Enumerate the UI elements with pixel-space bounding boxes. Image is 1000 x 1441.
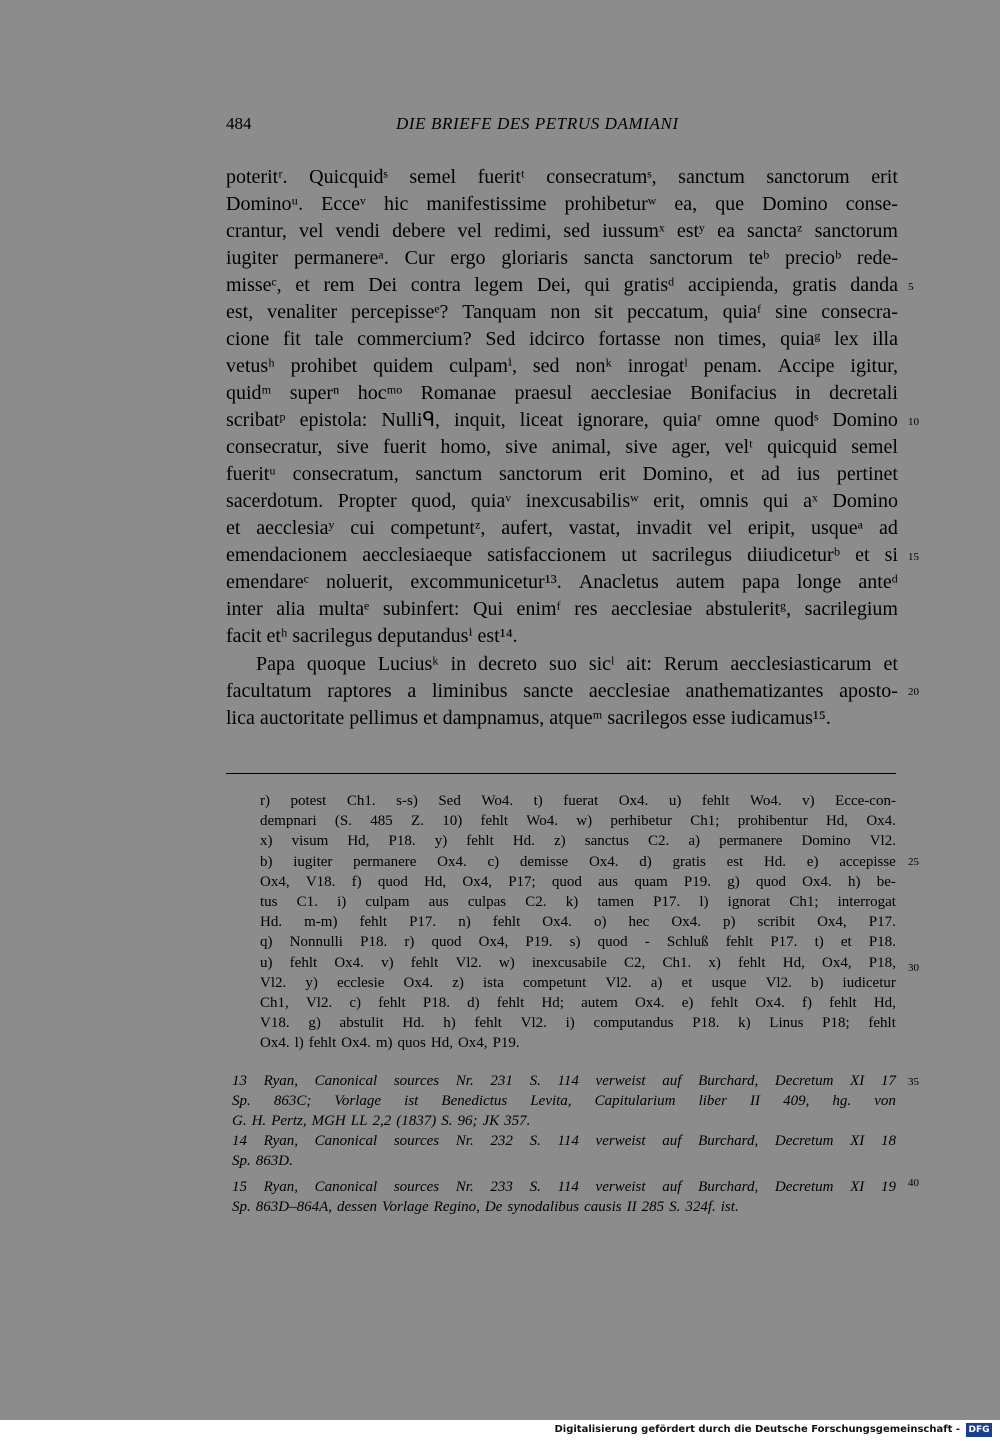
apparatus-line: Ox4, V18. f) quod Hd, Ox4, P17; quod aus quam P19. g) quod Ox4. h) be-: [260, 873, 896, 890]
running-title: DIE BRIEFE DES PETRUS DAMIANI: [396, 114, 679, 133]
text-line: lica auctoritate pellimus et dampnamus, atqueᵐ sacrilegos esse iudicamus¹⁵.: [226, 707, 831, 729]
apparatus-line: Ch1, Vl2. c) fehlt P18. d) fehlt Hd; autem Ox4. e) fehlt Ox4. f) fehlt Hd,: [260, 995, 896, 1011]
line-number: 10: [908, 416, 919, 428]
text-line: emendareᶜ noluerit, excommunicetur¹³. Anacletus autem papa longe anteᵈ: [226, 571, 898, 593]
apparatus-line: V18. g) abstulit Hd. h) fehlt Vl2. i) computandus P18. k) Linus P18; fehlt: [260, 1015, 896, 1032]
footnote-line: Sp. 863D.: [232, 1153, 293, 1169]
apparatus-line: b) iugiter permanere Ox4. c) demisse Ox4. d) gratis est Hd. e) accepisse: [260, 853, 896, 870]
apparatus-line: Ox4. l) fehlt Ox4. m) quos Hd, Ox4, P19.: [260, 1035, 520, 1052]
apparatus-line: u) fehlt Ox4. v) fehlt Vl2. w) inexcusabile C2, Ch1. x) fehlt Hd, Ox4, P18,: [260, 954, 896, 971]
footnote-line: 13 Ryan, Canonical sources Nr. 231 S. 114 verweist auf Burchard, Decretum XI 17: [232, 1073, 896, 1089]
text-line: vetusʰ prohibet quidem culpamⁱ, sed nonᵏ inrogatˡ penam. Accipe igitur,: [226, 355, 898, 377]
text-line: facit etʰ sacrilegus deputandusⁱ est¹⁴.: [226, 625, 518, 647]
footnote-rule: [226, 773, 896, 774]
text-line: quidᵐ superⁿ hocᵐᵒ Romanae praesul aecclesiae Bonifacius in decretali: [226, 382, 898, 404]
line-number: 20: [908, 686, 919, 698]
apparatus-line: q) Nonnulli P18. r) quod Ox4, P19. s) quod - Schluß fehlt P17. t) et P18.: [260, 934, 896, 951]
apparatus-line: Vl2. y) ecclesie Ox4. z) ista competunt Vl2. a) et usque Vl2. b) iudicetur: [260, 974, 896, 991]
text-line: consecratur, sive fuerit homo, sive animal, sive ager, velᵗ quicquid semel: [226, 436, 898, 458]
text-line: cione fit tale commercium? Sed idcirco fortasse non times, quiaᵍ lex illa: [226, 328, 898, 350]
text-line: misseᶜ, et rem Dei contra legem Dei, qui gratisᵈ accipienda, gratis danda: [226, 274, 898, 296]
apparatus-line: r) potest Ch1. s-s) Sed Wo4. t) fuerat Ox4. u) fehlt Wo4. v) Ecce-con-: [260, 793, 896, 809]
text-line: Dominoᵘ. Ecceᵛ hic manifestissime prohibeturʷ ea, que Domino conse-: [226, 193, 898, 215]
dfg-logo: DFG: [966, 1423, 992, 1437]
text-line: poteritʳ. Quicquidˢ semel fueritᵗ consecratumˢ, sanctum sanctorum erit: [226, 166, 898, 188]
text-line: est, venaliter percepisseᵉ? Tanquam non sit peccatum, quiaᶠ sine consecra-: [226, 301, 898, 323]
apparatus-line: dempnari (S. 485 Z. 10) fehlt Wo4. w) perhibetur Ch1; prohibentur Hd, Ox4.: [260, 813, 896, 830]
text-line: facultatum raptores a liminibus sancte aecclesiae anathematizantes aposto-: [226, 680, 898, 702]
apparatus-line: x) visum Hd, P18. y) fehlt Hd. z) sanctus C2. a) permanere Domino Vl2.: [260, 833, 896, 850]
footnote-line: G. H. Pertz, MGH LL 2,2 (1837) S. 96; JK 357.: [232, 1113, 531, 1129]
line-number: 30: [908, 962, 919, 974]
line-number: 35: [908, 1076, 919, 1088]
text-line: inter alia multaᵉ subinfert: Qui enimᶠ res aecclesiae abstuleritᵍ, sacrilegium: [226, 598, 898, 620]
text-line: iugiter permanereᵃ. Cur ergo gloriaris sancta sanctorum teᵇ precioᵇ rede-: [226, 247, 898, 269]
footnote-line: Sp. 863D–864A, dessen Vorlage Regino, De synodalibus causis II 285 S. 324f. ist.: [232, 1199, 739, 1215]
text-line: sacerdotum. Propter quod, quiaᵛ inexcusabilisʷ erit, omnis qui aˣ Domino: [226, 490, 898, 512]
text-line: fueritᵘ consecratum, sanctum sanctorum erit Domino, et ad ius pertinet: [226, 463, 898, 485]
text-line: crantur, vel vendi debere vel redimi, sed iussumˣ estʸ ea sanctaᶻ sanctorum: [226, 220, 898, 242]
footnote-line: Sp. 863C; Vorlage ist Benedictus Levita, Capitularium liber II 409, hg. von: [232, 1093, 896, 1109]
apparatus-line: tus C1. i) culpam aus culpas C2. k) tamen P17. l) ignorat Ch1; interrogat: [260, 894, 896, 910]
line-number: 25: [908, 856, 919, 868]
apparatus-line: Hd. m-m) fehlt P17. n) fehlt Ox4. o) hec Ox4. p) scribit Ox4, P17.: [260, 914, 896, 931]
text-line: Papa quoque Luciusᵏ in decreto suo sicˡ ait: Rerum aecclesiasticarum et: [256, 653, 898, 675]
page-number: 484: [226, 114, 252, 133]
text-line: scribatᵖ epistola: Nulliᑫ, inquit, liceat ignorare, quiaʳ omne quodˢ Domino: [226, 409, 898, 431]
funding-credit: Digitalisierung gefördert durch die Deutsche Forschungsgemeinschaft -: [554, 1424, 960, 1435]
footnote-line: 14 Ryan, Canonical sources Nr. 232 S. 114 verweist auf Burchard, Decretum XI 18: [232, 1133, 896, 1149]
text-line: emendacionem aecclesiaeque satisfaccionem ut sacrilegus diiudiceturᵇ et si: [226, 544, 898, 566]
line-number: 5: [908, 281, 914, 293]
line-number: 40: [908, 1177, 919, 1189]
footnote-line: 15 Ryan, Canonical sources Nr. 233 S. 114 verweist auf Burchard, Decretum XI 19: [232, 1179, 896, 1195]
line-number: 15: [908, 551, 919, 563]
text-line: et aecclesiaʸ cui competuntᶻ, aufert, vastat, invadit vel eripit, usqueᵃ ad: [226, 517, 898, 539]
